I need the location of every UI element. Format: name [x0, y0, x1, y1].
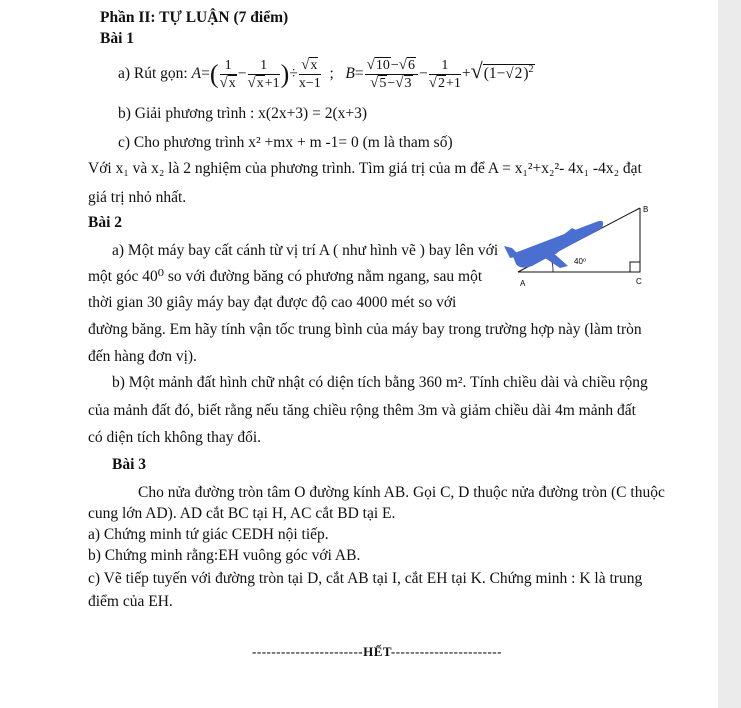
bai2-a1: a) Một máy bay cất cánh từ vị trí A ( như hình vẽ ) bay lên với — [112, 242, 499, 259]
bai3-c2: điểm của EH. — [88, 593, 173, 610]
frac3-den: x−1 — [298, 76, 321, 92]
bai2-b1: b) Một mảnh đất hình chữ nhật có diện tích bằng 360 m². Tính chiều dài và chiều rộng — [112, 374, 648, 391]
frac2-num: 1 — [248, 57, 280, 75]
bai1-c: c) Cho phương trình x² +mx + m -1= 0 (m là tham số) — [118, 134, 453, 151]
label-C: C — [636, 277, 642, 286]
sqrt-expr-root2: 2 — [514, 65, 523, 83]
sqrt-expr-post: ) — [523, 65, 529, 83]
fracB-den-3: 3 — [404, 76, 412, 92]
fracC-num: 1 — [429, 57, 461, 75]
airplane-figure — [498, 198, 658, 290]
right-angle-mark — [630, 262, 640, 272]
fracB-den-5: 5 — [379, 76, 387, 92]
bai1-c-cont1: Với x₁ và x₂ là 2 nghiệm của phương trình. Tìm giá trị của m để A = x₁²+x₂²- 4x₁ -4x₂ đạt — [88, 160, 642, 177]
frac1-den: x — [228, 76, 236, 92]
bai2-a2: một góc 40⁰ so với đường băng có phương nằm ngang, sau một — [88, 268, 483, 285]
bai1-b: b) Giải phương trình : x(2x+3) = 2(x+3) — [118, 105, 368, 122]
part-heading: Phần II: TỰ LUẬN (7 điểm) — [100, 9, 289, 26]
bai3-title: Bài 3 — [112, 456, 147, 473]
angle-label: 40⁰ — [574, 257, 587, 266]
label-A: A — [520, 279, 526, 288]
label-B: B — [643, 205, 649, 214]
bai1-a-prefix: a) Rút gọn: — [118, 65, 188, 83]
bai3-c1: c) Vẽ tiếp tuyến với đường tròn tại D, cắt AB tại I, cắt EH tại K. Chứng minh : K là trung — [88, 570, 643, 587]
bai2-a4: đường băng. Em hãy tính vận tốc trung bình của máy bay trong trường hợp này (làm tròn — [88, 321, 642, 338]
bai2-b2: của mảnh đất đó, biết rằng nếu tăng chiều rộng thêm 3m và giảm chiều dài 4m mảnh đất — [88, 402, 636, 419]
bai1-a-formula: a) Rút gọn: A=( $\frac{1}{√x}$ − $\frac{1}{√x+1}$ )÷ $\frac{√x}{x-1}$ ; B= $\frac{√10-√6}{√5-√3}$ − $\frac{1}{√2+1}$ $+√(1-√2)^2$ — [118, 57, 534, 92]
bai3-p1: Cho nửa đường tròn tâm O đường kính AB. Gọi C, D thuộc nửa đường tròn (C thuộc — [138, 484, 665, 501]
frac3-num: x — [310, 58, 318, 74]
bai2-a5: đến hàng đơn vị). — [88, 348, 197, 365]
fracB-num-6: 6 — [408, 58, 416, 74]
fracC-den-root: 2 — [438, 76, 445, 92]
end-marker: -----------------------HẾT----------------------- — [252, 644, 502, 659]
frac2-den-plus: +1 — [264, 76, 280, 92]
bai2-a3: thời gian 30 giây máy bay đạt được độ cao 4000 mét so với — [88, 294, 457, 311]
fracB-num-10: 10 — [375, 58, 390, 74]
bai3-a: a) Chứng minh tứ giác CEDH nội tiếp. — [88, 526, 329, 543]
sqrt-expr-pre: (1− — [483, 65, 506, 83]
frac1-num: 1 — [220, 57, 237, 75]
bai3-b: b) Chứng minh rằng:EH vuông góc với AB. — [88, 547, 361, 564]
bai3-p2: cung lớn AD). AD cắt BC tại H, AC cắt BD tại E. — [88, 505, 396, 522]
bai2-title: Bài 2 — [88, 214, 123, 231]
A-label: A — [191, 65, 202, 83]
bai1-title: Bài 1 — [100, 30, 135, 47]
sqrt-expr-power: 2 — [528, 64, 534, 75]
bai2-b3: có diện tích không thay đổi. — [88, 429, 262, 446]
frac2-den-root: x — [256, 76, 264, 92]
bai1-c-cont2: giá trị nhỏ nhất. — [88, 189, 187, 206]
airplane-icon — [504, 221, 603, 268]
B-label: B — [345, 65, 355, 83]
fracC-den-plus: +1 — [446, 76, 461, 92]
